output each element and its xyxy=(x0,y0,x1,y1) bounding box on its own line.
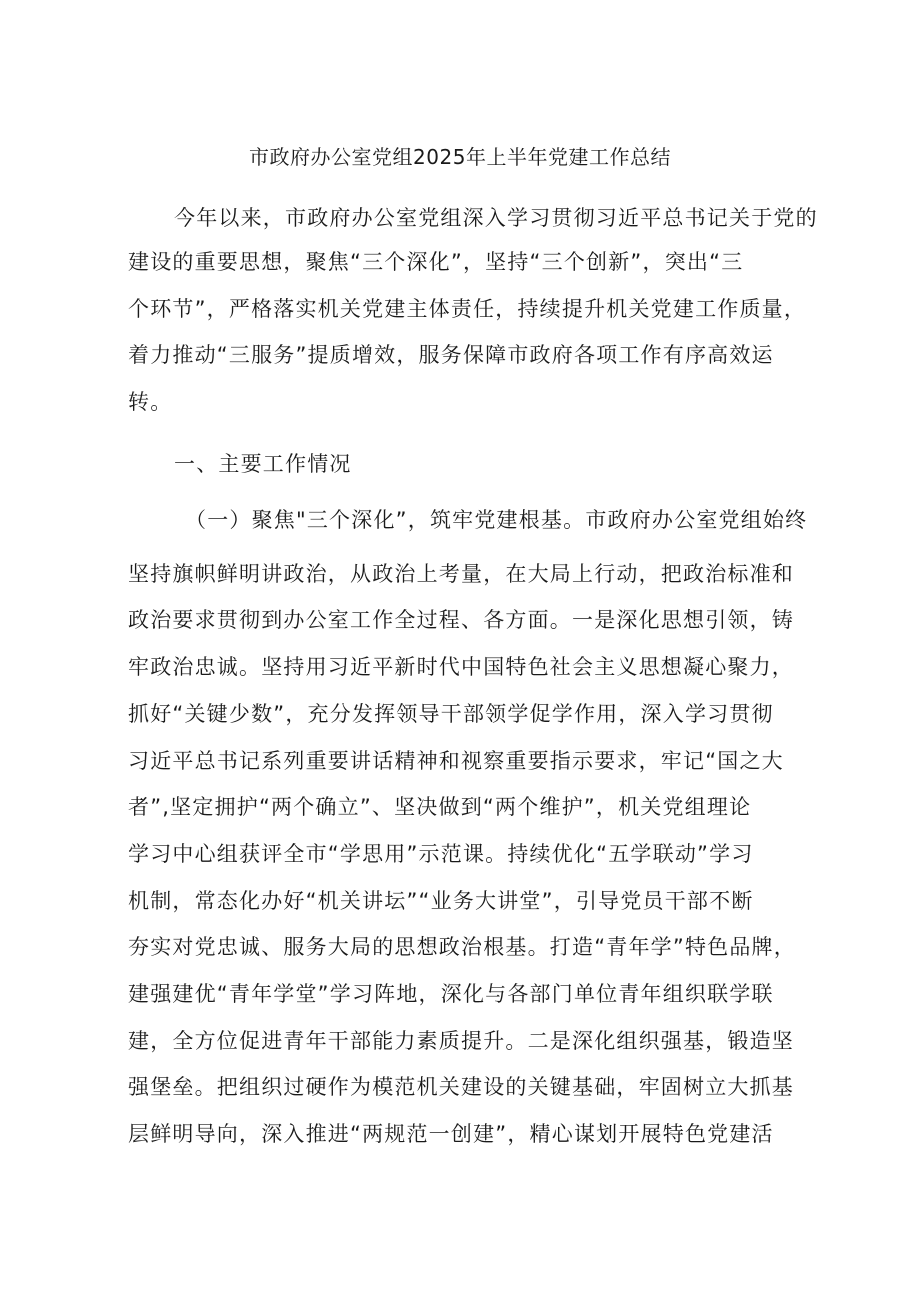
body-line: 建强建优“青年学堂”学习阵地，深化与各部门单位青年组织联学联 xyxy=(128,982,774,1006)
intro-line: 转。 xyxy=(128,390,173,414)
body-line: 习近平总书记系列重要讲话精神和视察重要指示要求，牢记“国之大 xyxy=(128,749,784,773)
body-line: 机制，常态化办好“机关讲坛”“业务大讲堂”，引导党员干部不断 xyxy=(128,889,754,913)
body-line: 夯实对党忠诚、服务大局的思想政治根基。打造“青年学”特色品牌， xyxy=(128,935,796,959)
body-line: 政治要求贯彻到办公室工作全过程、各方面。一是深化思想引领，铸 xyxy=(128,608,794,632)
body-line: 层鲜明导向，深入推进“两规范一创建”，精心谋划开展特色党建活 xyxy=(128,1122,774,1146)
body-line: 建，全方位促进青年干部能力素质提升。二是深化组织强基，锻造坚 xyxy=(128,1029,794,1053)
document-title: 市政府办公室党组2025年上半年党建工作总结 xyxy=(249,145,671,169)
body-line: 牢政治忠诚。坚持用习近平新时代中国特色社会主义思想凝心聚力， xyxy=(128,655,794,679)
body-line: 学习中心组获评全市“学思用”示范课。持续优化“五学联动”学习 xyxy=(128,842,754,866)
intro-line: 着力推动“三服务”提质增效，服务保障市政府各项工作有序高效运 xyxy=(128,343,774,367)
body-line: 强堡垒。把组织过硬作为模范机关建设的关键基础，牢固树立大抓基 xyxy=(128,1075,794,1099)
body-line: 抓好“关键少数”，充分发挥领导干部领学促学作用，深入学习贯彻 xyxy=(128,702,774,726)
body-line: 者”,坚定拥护“两个确立”、坚决做到“两个维护”，机关党组理论 xyxy=(128,795,752,819)
intro-line: 建设的重要思想，聚焦“三个深化”，坚持“三个创新”，突出“三 xyxy=(128,250,744,274)
intro-line: 个环节”，严格落实机关党建主体责任，持续提升机关党建工作质量， xyxy=(128,297,807,321)
section-heading: 一、主要工作情况 xyxy=(174,452,352,476)
intro-line: 今年以来，市政府办公室党组深入学习贯彻习近平总书记关于党的 xyxy=(174,206,818,230)
body-line: （一）聚焦"三个深化”，筑牢党建根基。市政府办公室党组始终 xyxy=(185,508,808,532)
body-line: 坚持旗帜鲜明讲政治，从政治上考量，在大局上行动，把政治标准和 xyxy=(128,562,794,586)
